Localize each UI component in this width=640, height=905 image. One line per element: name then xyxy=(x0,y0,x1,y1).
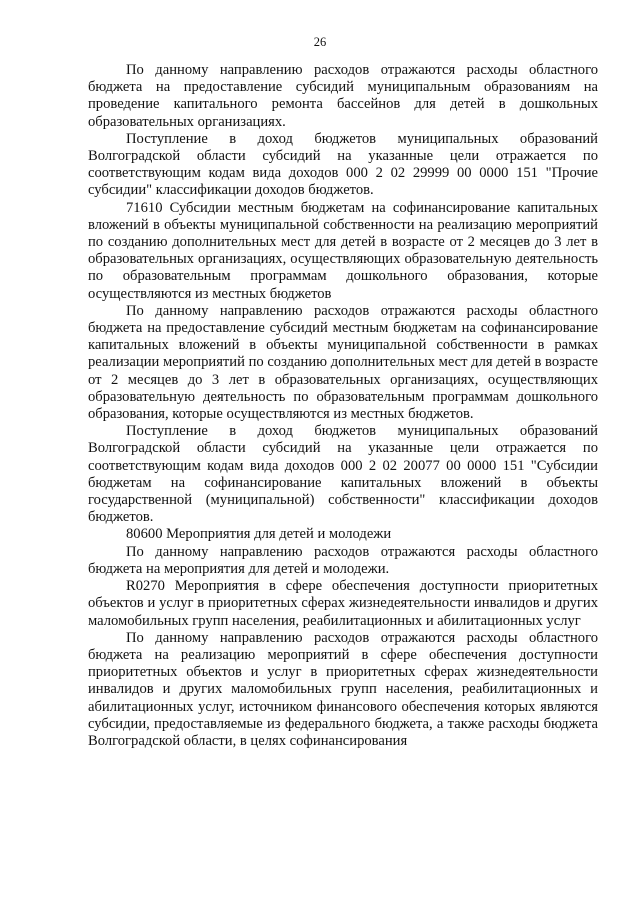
page-number: 26 xyxy=(313,35,327,49)
paragraph-code-r0270-description: По данному направлению расходов отражаются расходы областного бюджета на реализацию мероприятий в сфере обеспечения доступности приоритетных объектов и услуг в приоритетных сферах жизнедеятельности инвалидов и других маломобильных групп населения, реабилитационных и абилитационных услуг, источником финансового обеспечения которых являются субсидии, предоставляемые из федерального бюджета, а также расходы бюджета Волгоградской области, в целях софинансирования xyxy=(88,629,598,749)
paragraph-code-80600-heading: 80600 Мероприятия для детей и молодежи xyxy=(126,526,392,543)
paragraph-code-r0270-heading: R0270 Мероприятия в сфере обеспечения доступности приоритетных объектов и услуг в приоритетных сферах жизнедеятельности инвалидов и других маломобильных групп населения, реабилитационных и абилитационных услуг xyxy=(88,578,598,629)
paragraph-code-71610-heading: 71610 Субсидии местным бюджетам на софинансирование капитальных вложений в объекты муниципальной собственности на реализацию мероприятий по созданию дополнительных мест для детей в возрасте от 2 месяцев до 3 лет в образовательных организациях, осуществляющих образовательную деятельность по образовательным программам дошкольного образования, которые осуществляются из местных бюджетов xyxy=(88,199,598,302)
paragraph-code-80600-description: По данному направлению расходов отражаются расходы областного бюджета на мероприятия для детей и молодежи. xyxy=(88,543,598,577)
paragraph-code-71610-description: По данному направлению расходов отражаются расходы областного бюджета на предоставление субсидий местным бюджетам на софинансирование капитальных вложений в объекты муниципальной собственности в рамках реализации мероприятий по созданию дополнительных мест для детей в возрасте от 2 месяцев до 3 лет в образовательных организациях, осуществляющих образовательную деятельность по образовательным программам дошкольного образования, которые осуществляются из местных бюджетов. xyxy=(88,302,598,423)
paragraph-pool-repair-description: По данному направлению расходов отражаются расходы областного бюджета на предоставление субсидий муниципальным образованиям на проведение капитального ремонта бассейнов для детей в дошкольных образовательных организациях. xyxy=(88,62,598,130)
paragraph-income-code-29999: Поступление в доход бюджетов муниципальных образований Волгоградской области субсидий на указанные цели отражается по соответствующим кодам вида доходов 000 2 02 29999 00 0000 151 "Прочие субсидии" классификации доходов бюджетов. xyxy=(88,130,598,199)
paragraph-income-code-20077: Поступление в доход бюджетов муниципальных образований Волгоградской области субсидий на указанные цели отражается по соответствующим кодам вида доходов 000 2 02 20077 00 0000 151 "Субсидии бюджетам на софинансирование капитальных вложений в объекты государственной (муниципальной) собственности" классификации доходов бюджетов. xyxy=(88,423,598,526)
document-body xyxy=(88,62,598,750)
